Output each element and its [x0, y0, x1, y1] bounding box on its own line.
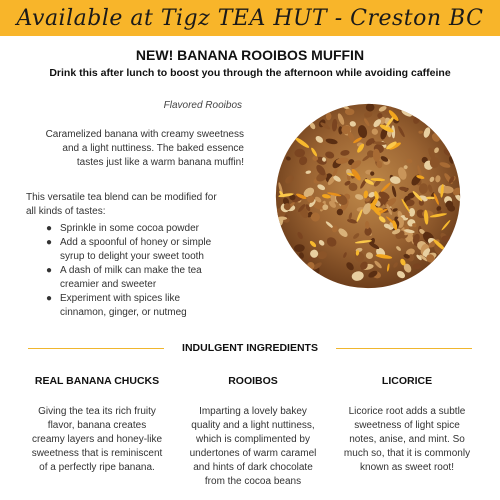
- tip-item: [44, 222, 244, 236]
- ingredient-line: which is complimented by: [196, 434, 310, 445]
- ingredient-line: undertones of warm caramel: [189, 448, 317, 459]
- ingredient-line: quality and a light nuttiness,: [191, 420, 315, 431]
- tip-line: cinnamon, ginger, or nutmeg: [60, 307, 187, 318]
- product-subtitle: Drink this after lunch to boost you through the afternoon while avoiding caffeine: [49, 67, 451, 79]
- tip-line: syrup to delight your sweet tooth: [60, 251, 204, 262]
- ingredient-text-licorice: [332, 405, 482, 475]
- section-divider-left: [28, 348, 164, 349]
- banner-text: Available at Tigz TEA HUT - Creston BC: [16, 5, 484, 31]
- tip-item: [44, 292, 244, 320]
- ingredient-line: sweetness of light spice: [354, 420, 460, 431]
- customization-tips-list: [44, 222, 244, 320]
- description-line: and a light nuttiness. The baked essence: [62, 143, 244, 154]
- ingredient-line: much so, that it is commonly: [343, 448, 471, 459]
- description-line: tastes just like a warm banana muffin!: [76, 157, 244, 168]
- ingredient-line: and hints of dark chocolate: [193, 462, 313, 473]
- ingredients-heading: INDULGENT INGREDIENTS: [182, 342, 318, 354]
- ingredient-line: Licorice root adds a subtle: [348, 406, 466, 417]
- intro-line: all kinds of tastes:: [26, 206, 106, 217]
- tip-item: [44, 236, 244, 264]
- customization-intro: [26, 191, 256, 219]
- ingredient-title-licorice: LICORICE: [381, 375, 433, 387]
- ingredient-line: notes, anise, and mint. So: [349, 434, 465, 445]
- ingredient-text-rooibos: [178, 405, 328, 489]
- bullet-icon: ●: [46, 237, 53, 248]
- bullet-icon: ●: [46, 293, 53, 304]
- ingredient-line: flavor, banana creates: [47, 420, 147, 431]
- bullet-icon: ●: [46, 223, 53, 234]
- ingredient-text-banana: [22, 405, 172, 475]
- tip-line: Add a spoonful of honey or simple: [60, 237, 212, 248]
- tip-line: Experiment with spices like: [60, 293, 181, 304]
- product-description: [22, 128, 244, 170]
- ingredient-line: Imparting a lovely bakey: [199, 406, 307, 417]
- ingredient-line: sweetness that is reminiscent: [31, 448, 163, 459]
- section-divider-right: [336, 348, 472, 349]
- product-category: Flavored Rooibos: [163, 100, 242, 111]
- top-banner: [0, 0, 500, 36]
- ingredient-title-rooibos: ROOIBOS: [228, 375, 278, 387]
- ingredient-line: creamy layers and honey-like: [31, 434, 163, 445]
- tip-item: [44, 264, 244, 292]
- ingredient-line: Giving the tea its rich fruity: [38, 406, 156, 417]
- product-title: NEW! BANANA ROOIBOS MUFFIN: [135, 47, 365, 63]
- bullet-icon: ●: [46, 265, 53, 276]
- tip-line: Sprinkle in some cocoa powder: [60, 223, 199, 234]
- ingredient-line: of a perfectly ripe banana.: [39, 462, 155, 473]
- intro-line: This versatile tea blend can be modified for: [26, 192, 217, 203]
- tip-line: creamier and sweeter: [60, 279, 157, 290]
- ingredient-title-banana: REAL BANANA CHUCKS: [34, 375, 160, 387]
- ingredient-line: known as sweet root!: [360, 462, 454, 473]
- ingredient-line: from the cocoa beans: [204, 476, 302, 487]
- tip-line: A dash of milk can make the tea: [60, 265, 202, 276]
- description-line: Caramelized banana with creamy sweetness: [45, 129, 244, 140]
- loose-leaf-tea-image: [272, 100, 464, 292]
